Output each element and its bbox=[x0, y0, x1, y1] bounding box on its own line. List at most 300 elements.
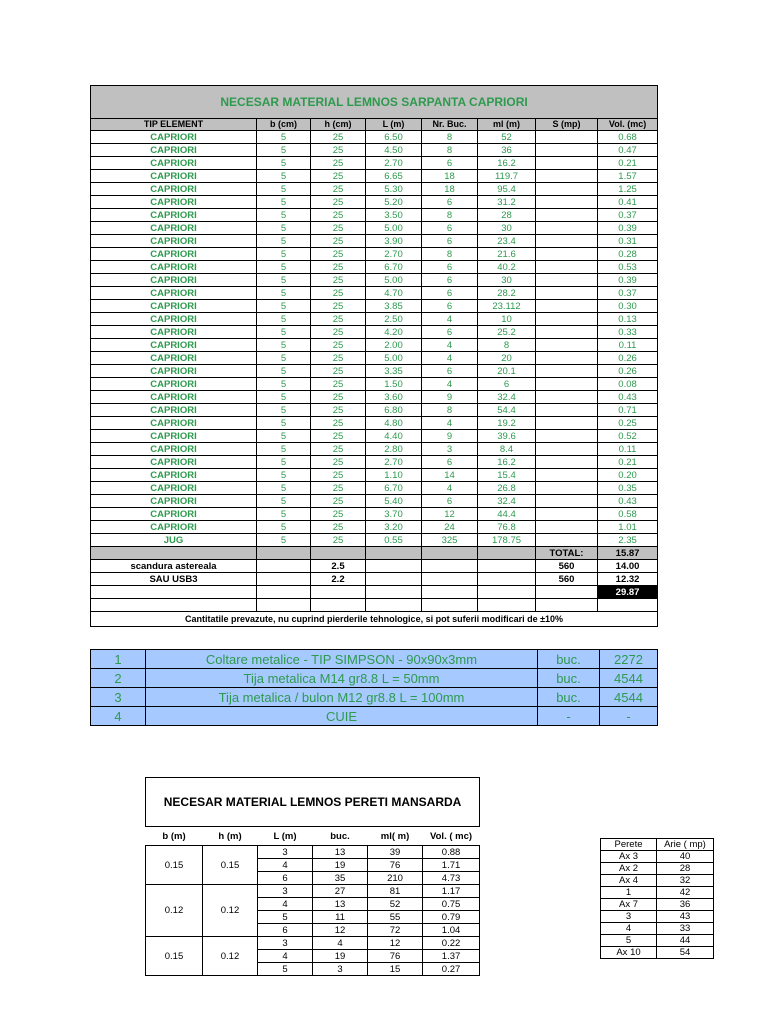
table-cell: Ax 2 bbox=[601, 863, 657, 875]
table-cell: 30 bbox=[478, 222, 536, 235]
table-cell: 25 bbox=[311, 469, 366, 482]
table-cell: 23.112 bbox=[478, 300, 536, 313]
table-cell: 4 bbox=[258, 859, 313, 872]
table-cell bbox=[536, 599, 598, 612]
element-type-cell: CAPRIORI bbox=[91, 404, 257, 417]
table-cell: 6.70 bbox=[366, 482, 422, 495]
table-cell: 5 bbox=[257, 170, 311, 183]
table-cell bbox=[257, 547, 311, 560]
table-cell: 13 bbox=[313, 898, 368, 911]
group-h: 0.12 bbox=[203, 885, 258, 937]
table-cell: 5 bbox=[257, 261, 311, 274]
table-cell: 0.43 bbox=[598, 495, 658, 508]
table-row bbox=[91, 352, 658, 365]
table-cell: 25 bbox=[311, 495, 366, 508]
table-cell bbox=[311, 586, 366, 599]
table-cell: Ax 7 bbox=[601, 899, 657, 911]
table-cell bbox=[598, 599, 658, 612]
table-cell: 4 bbox=[422, 378, 478, 391]
sau-vol: 12.32 bbox=[598, 573, 658, 586]
table-cell: 31.2 bbox=[478, 196, 536, 209]
table-cell: CUIE bbox=[146, 707, 538, 726]
element-type-cell: CAPRIORI bbox=[91, 222, 257, 235]
table-cell: 2.35 bbox=[598, 534, 658, 547]
table-cell: 8.4 bbox=[478, 443, 536, 456]
table-cell bbox=[422, 599, 478, 612]
table-cell bbox=[366, 560, 422, 573]
table-cell: 5.00 bbox=[366, 222, 422, 235]
table-cell bbox=[422, 586, 478, 599]
group-h: 0.12 bbox=[203, 937, 258, 976]
table-cell bbox=[91, 586, 257, 599]
table-cell: 8 bbox=[422, 248, 478, 261]
table-cell: 3.50 bbox=[366, 209, 422, 222]
table-cell bbox=[536, 404, 598, 417]
table-cell bbox=[478, 547, 536, 560]
table-cell: 3 bbox=[422, 443, 478, 456]
table-row bbox=[91, 417, 658, 430]
table-cell: 76.8 bbox=[478, 521, 536, 534]
column-header: TIP ELEMENT bbox=[91, 119, 257, 131]
table-cell: 4.50 bbox=[366, 144, 422, 157]
table-cell bbox=[536, 430, 598, 443]
table-cell: 5 bbox=[257, 391, 311, 404]
table-cell: 25 bbox=[311, 196, 366, 209]
table-cell: 95.4 bbox=[478, 183, 536, 196]
table-cell: 39 bbox=[368, 846, 423, 859]
table-cell: 5 bbox=[257, 365, 311, 378]
table-cell: 11 bbox=[313, 911, 368, 924]
table-row bbox=[91, 144, 658, 157]
table-cell: 5 bbox=[257, 235, 311, 248]
table-cell: 1.10 bbox=[366, 469, 422, 482]
table-cell: 3.20 bbox=[366, 521, 422, 534]
table-row bbox=[91, 209, 658, 222]
table-row bbox=[601, 935, 714, 947]
table-row bbox=[91, 650, 658, 669]
table-cell: 5 bbox=[257, 456, 311, 469]
column-header: h (m) bbox=[203, 827, 258, 846]
table-cell: Ax 3 bbox=[601, 851, 657, 863]
table-cell: 6 bbox=[422, 222, 478, 235]
table-row bbox=[91, 482, 658, 495]
table-cell: 4 bbox=[422, 482, 478, 495]
table-cell: 25 bbox=[311, 287, 366, 300]
table-cell: 8 bbox=[422, 404, 478, 417]
table-cell: 0.43 bbox=[598, 391, 658, 404]
table-cell: 2.00 bbox=[366, 339, 422, 352]
table-cell: 25 bbox=[311, 378, 366, 391]
table-cell bbox=[536, 287, 598, 300]
table-cell: 325 bbox=[422, 534, 478, 547]
table-cell: 25 bbox=[311, 534, 366, 547]
element-type-cell: CAPRIORI bbox=[91, 157, 257, 170]
element-type-cell: CAPRIORI bbox=[91, 144, 257, 157]
table-cell: 4 bbox=[258, 898, 313, 911]
table-cell: 25 bbox=[311, 508, 366, 521]
table-row bbox=[91, 378, 658, 391]
table-cell bbox=[91, 599, 257, 612]
table-cell: 25 bbox=[311, 365, 366, 378]
table-cell: buc. bbox=[538, 688, 600, 707]
sau-h: 2.2 bbox=[311, 573, 366, 586]
table-cell: 20 bbox=[478, 352, 536, 365]
table-cell bbox=[311, 599, 366, 612]
element-type-cell: CAPRIORI bbox=[91, 209, 257, 222]
table-cell: 25 bbox=[311, 131, 366, 144]
table-cell: 27 bbox=[313, 885, 368, 898]
element-type-cell: CAPRIORI bbox=[91, 300, 257, 313]
table-cell: 0.21 bbox=[598, 157, 658, 170]
table-cell: 0.08 bbox=[598, 378, 658, 391]
table-cell: 6.80 bbox=[366, 404, 422, 417]
table-row bbox=[91, 157, 658, 170]
column-header: b (m) bbox=[146, 827, 203, 846]
table-cell: 5 bbox=[257, 443, 311, 456]
table-row bbox=[91, 391, 658, 404]
table-cell: 42 bbox=[657, 887, 714, 899]
table-cell: 55 bbox=[368, 911, 423, 924]
table-cell: 0.30 bbox=[598, 300, 658, 313]
table-cell: 25 bbox=[311, 339, 366, 352]
table-cell: 10 bbox=[478, 313, 536, 326]
table-cell: 76 bbox=[368, 859, 423, 872]
table-cell: 1.50 bbox=[366, 378, 422, 391]
element-type-cell: CAPRIORI bbox=[91, 391, 257, 404]
table-cell bbox=[536, 248, 598, 261]
table-cell bbox=[536, 157, 598, 170]
arie-table bbox=[600, 838, 714, 959]
table-cell: 5 bbox=[258, 911, 313, 924]
table-row bbox=[91, 469, 658, 482]
table-row bbox=[91, 274, 658, 287]
table-cell: 52 bbox=[368, 898, 423, 911]
table-cell: 3.85 bbox=[366, 300, 422, 313]
table-cell: 13 bbox=[313, 846, 368, 859]
column-header: Nr. Buc. bbox=[422, 119, 478, 131]
table-cell: 0.13 bbox=[598, 313, 658, 326]
table-cell: 28 bbox=[478, 209, 536, 222]
table-cell: 54.4 bbox=[478, 404, 536, 417]
table-cell: 19 bbox=[313, 950, 368, 963]
table-cell: 0.25 bbox=[598, 417, 658, 430]
table-cell bbox=[536, 209, 598, 222]
table-cell: 0.88 bbox=[423, 846, 480, 859]
table-row bbox=[91, 508, 658, 521]
table-cell: 2.80 bbox=[366, 443, 422, 456]
table-cell bbox=[366, 599, 422, 612]
element-type-cell: CAPRIORI bbox=[91, 417, 257, 430]
table-cell bbox=[536, 508, 598, 521]
column-header: Vol. (mc) bbox=[598, 119, 658, 131]
table-cell: 0.37 bbox=[598, 287, 658, 300]
group-b: 0.12 bbox=[146, 885, 203, 937]
table-row bbox=[91, 456, 658, 469]
table-cell: 25 bbox=[311, 417, 366, 430]
table-cell: 0.11 bbox=[598, 339, 658, 352]
table-cell: 3 bbox=[601, 911, 657, 923]
element-type-cell: CAPRIORI bbox=[91, 521, 257, 534]
table-cell: 25 bbox=[311, 300, 366, 313]
table-cell: 35 bbox=[313, 872, 368, 885]
element-type-cell: CAPRIORI bbox=[91, 131, 257, 144]
table-cell: 5 bbox=[257, 482, 311, 495]
table-cell: 25 bbox=[311, 157, 366, 170]
element-type-cell: CAPRIORI bbox=[91, 495, 257, 508]
table-cell: 0.28 bbox=[598, 248, 658, 261]
table-cell bbox=[366, 573, 422, 586]
column-header: L (m) bbox=[258, 827, 313, 846]
table-cell: 20.1 bbox=[478, 365, 536, 378]
table-row bbox=[91, 261, 658, 274]
element-type-cell: JUG bbox=[91, 534, 257, 547]
table-cell: 0.41 bbox=[598, 196, 658, 209]
table-row bbox=[146, 937, 480, 950]
table-row bbox=[146, 885, 480, 898]
table-row bbox=[91, 170, 658, 183]
empty-row bbox=[91, 599, 658, 612]
table-cell: 5 bbox=[257, 313, 311, 326]
table-cell: 210 bbox=[368, 872, 423, 885]
table-row bbox=[91, 287, 658, 300]
table-cell: 178.75 bbox=[478, 534, 536, 547]
table-cell bbox=[366, 547, 422, 560]
table-cell: 16.2 bbox=[478, 456, 536, 469]
table-cell: 25 bbox=[311, 482, 366, 495]
table-cell: 54 bbox=[657, 947, 714, 959]
table-cell: 6 bbox=[422, 274, 478, 287]
table-row bbox=[601, 911, 714, 923]
table-cell: 18 bbox=[422, 183, 478, 196]
table-cell: 5 bbox=[257, 378, 311, 391]
table-cell: 4544 bbox=[600, 688, 658, 707]
table-cell: 25 bbox=[311, 326, 366, 339]
total-value: 15.87 bbox=[598, 547, 658, 560]
table-cell: 26.8 bbox=[478, 482, 536, 495]
table-cell: 5 bbox=[257, 144, 311, 157]
table-cell: 6 bbox=[422, 300, 478, 313]
table-cell: 44 bbox=[657, 935, 714, 947]
table-cell: 76 bbox=[368, 950, 423, 963]
table-cell: 0.39 bbox=[598, 222, 658, 235]
table-cell bbox=[478, 586, 536, 599]
table-cell bbox=[422, 573, 478, 586]
table-cell: 4 bbox=[91, 707, 146, 726]
table-cell: 0.68 bbox=[598, 131, 658, 144]
table-cell bbox=[257, 573, 311, 586]
table-cell: 4 bbox=[313, 937, 368, 950]
group-b: 0.15 bbox=[146, 846, 203, 885]
table-cell: 6 bbox=[422, 456, 478, 469]
table-cell: 6.65 bbox=[366, 170, 422, 183]
table-cell: 5 bbox=[601, 935, 657, 947]
table-cell: 2.70 bbox=[366, 456, 422, 469]
table-cell bbox=[536, 170, 598, 183]
table-row bbox=[91, 404, 658, 417]
table-cell bbox=[536, 586, 598, 599]
table-cell: 4.80 bbox=[366, 417, 422, 430]
table-cell: 40 bbox=[657, 851, 714, 863]
table-cell bbox=[536, 235, 598, 248]
element-type-cell: CAPRIORI bbox=[91, 196, 257, 209]
table-cell bbox=[478, 599, 536, 612]
table-cell: 3 bbox=[258, 937, 313, 950]
table-cell: 0.27 bbox=[423, 963, 480, 976]
hardware-table bbox=[90, 649, 658, 726]
table-cell bbox=[536, 521, 598, 534]
table-cell: 25 bbox=[311, 313, 366, 326]
element-type-cell: CAPRIORI bbox=[91, 339, 257, 352]
column-header: b (cm) bbox=[257, 119, 311, 131]
table-cell: 0.11 bbox=[598, 443, 658, 456]
table-cell: 25 bbox=[311, 404, 366, 417]
table-cell: buc. bbox=[538, 650, 600, 669]
table-cell: 3 bbox=[91, 688, 146, 707]
table-cell: 5.20 bbox=[366, 196, 422, 209]
table-cell: 1.25 bbox=[598, 183, 658, 196]
table-cell: 6 bbox=[258, 924, 313, 937]
table-cell: 5 bbox=[257, 274, 311, 287]
table-cell: 5 bbox=[257, 352, 311, 365]
table-cell bbox=[91, 547, 257, 560]
total-label: TOTAL: bbox=[536, 547, 598, 560]
table-cell: 12 bbox=[313, 924, 368, 937]
table-cell: 8 bbox=[422, 209, 478, 222]
scandura-s: 560 bbox=[536, 560, 598, 573]
table-cell bbox=[536, 326, 598, 339]
table-cell: 5.00 bbox=[366, 274, 422, 287]
table-cell: 0.20 bbox=[598, 469, 658, 482]
table-row bbox=[91, 339, 658, 352]
table-cell: - bbox=[538, 707, 600, 726]
table-cell: 0.47 bbox=[598, 144, 658, 157]
element-type-cell: CAPRIORI bbox=[91, 365, 257, 378]
table-row bbox=[91, 313, 658, 326]
table-cell: 36 bbox=[478, 144, 536, 157]
table-cell: 4 bbox=[422, 313, 478, 326]
table-cell bbox=[536, 495, 598, 508]
table-row bbox=[601, 863, 714, 875]
column-header: L (m) bbox=[366, 119, 422, 131]
table-cell: 5 bbox=[257, 534, 311, 547]
table-cell: 5 bbox=[257, 183, 311, 196]
table-cell bbox=[536, 274, 598, 287]
pereti-table bbox=[145, 777, 480, 976]
table-cell: 1.17 bbox=[423, 885, 480, 898]
table-cell: 6 bbox=[422, 495, 478, 508]
table-cell: 6 bbox=[422, 261, 478, 274]
element-type-cell: CAPRIORI bbox=[91, 183, 257, 196]
table-cell: 0.55 bbox=[366, 534, 422, 547]
table-cell bbox=[536, 443, 598, 456]
table-row bbox=[91, 534, 658, 547]
table-cell: 72 bbox=[368, 924, 423, 937]
table-cell: 5 bbox=[257, 495, 311, 508]
table-cell bbox=[257, 599, 311, 612]
grand-total-row bbox=[91, 586, 658, 599]
table-cell: 0.39 bbox=[598, 274, 658, 287]
table-cell: 0.71 bbox=[598, 404, 658, 417]
table-cell: 5 bbox=[258, 963, 313, 976]
table-cell: 25 bbox=[311, 521, 366, 534]
table-cell: 6 bbox=[422, 326, 478, 339]
table-cell: 0.26 bbox=[598, 365, 658, 378]
table-cell: Ax 4 bbox=[601, 875, 657, 887]
table-cell: 5 bbox=[257, 326, 311, 339]
table-cell bbox=[536, 456, 598, 469]
table-cell: 25 bbox=[311, 209, 366, 222]
table-cell: 25 bbox=[311, 222, 366, 235]
table-cell: 25 bbox=[311, 352, 366, 365]
table-cell: 2.50 bbox=[366, 313, 422, 326]
table-cell bbox=[536, 300, 598, 313]
table-cell: 5 bbox=[257, 508, 311, 521]
table-cell bbox=[366, 586, 422, 599]
table-cell: 2.70 bbox=[366, 248, 422, 261]
table-cell: 0.53 bbox=[598, 261, 658, 274]
table-cell: 2.70 bbox=[366, 157, 422, 170]
table-cell: 81 bbox=[368, 885, 423, 898]
table-cell: 25 bbox=[311, 443, 366, 456]
table-row bbox=[601, 851, 714, 863]
table-row bbox=[91, 707, 658, 726]
element-type-cell: CAPRIORI bbox=[91, 248, 257, 261]
table-cell: 25.2 bbox=[478, 326, 536, 339]
note-text: Cantitatile prevazute, nu cuprind pierderile tehnologice, si pot suferii modificari de ±10% bbox=[91, 612, 658, 627]
table-cell: 28 bbox=[657, 863, 714, 875]
element-type-cell: CAPRIORI bbox=[91, 443, 257, 456]
element-type-cell: CAPRIORI bbox=[91, 456, 257, 469]
capriori-table bbox=[90, 85, 658, 627]
table-cell: 19.2 bbox=[478, 417, 536, 430]
table-cell bbox=[536, 365, 598, 378]
table-cell: 52 bbox=[478, 131, 536, 144]
table-cell: 4.70 bbox=[366, 287, 422, 300]
table-cell: 12 bbox=[422, 508, 478, 521]
table-cell bbox=[536, 352, 598, 365]
table-cell: 15.4 bbox=[478, 469, 536, 482]
table-cell bbox=[536, 183, 598, 196]
table-cell bbox=[536, 196, 598, 209]
table-cell: 5.30 bbox=[366, 183, 422, 196]
table-cell: 15 bbox=[368, 963, 423, 976]
table-cell: 0.75 bbox=[423, 898, 480, 911]
table-row bbox=[91, 300, 658, 313]
table-row bbox=[91, 131, 658, 144]
table-cell: 16.2 bbox=[478, 157, 536, 170]
table-cell: 5 bbox=[257, 131, 311, 144]
table-cell bbox=[536, 534, 598, 547]
column-header: h (cm) bbox=[311, 119, 366, 131]
table-cell: 0.79 bbox=[423, 911, 480, 924]
table-row bbox=[91, 688, 658, 707]
table-cell: 3.90 bbox=[366, 235, 422, 248]
table-row bbox=[91, 365, 658, 378]
scandura-label: scandura astereala bbox=[91, 560, 257, 573]
table-cell: 14 bbox=[422, 469, 478, 482]
table-cell bbox=[422, 547, 478, 560]
table-row bbox=[601, 923, 714, 935]
table-cell: 24 bbox=[422, 521, 478, 534]
table-cell: 1.37 bbox=[423, 950, 480, 963]
table-cell: 5.40 bbox=[366, 495, 422, 508]
scandura-vol: 14.00 bbox=[598, 560, 658, 573]
table-cell: 25 bbox=[311, 183, 366, 196]
table-cell: 119.7 bbox=[478, 170, 536, 183]
table-row bbox=[91, 430, 658, 443]
table-cell: 25 bbox=[311, 261, 366, 274]
table-row bbox=[91, 495, 658, 508]
